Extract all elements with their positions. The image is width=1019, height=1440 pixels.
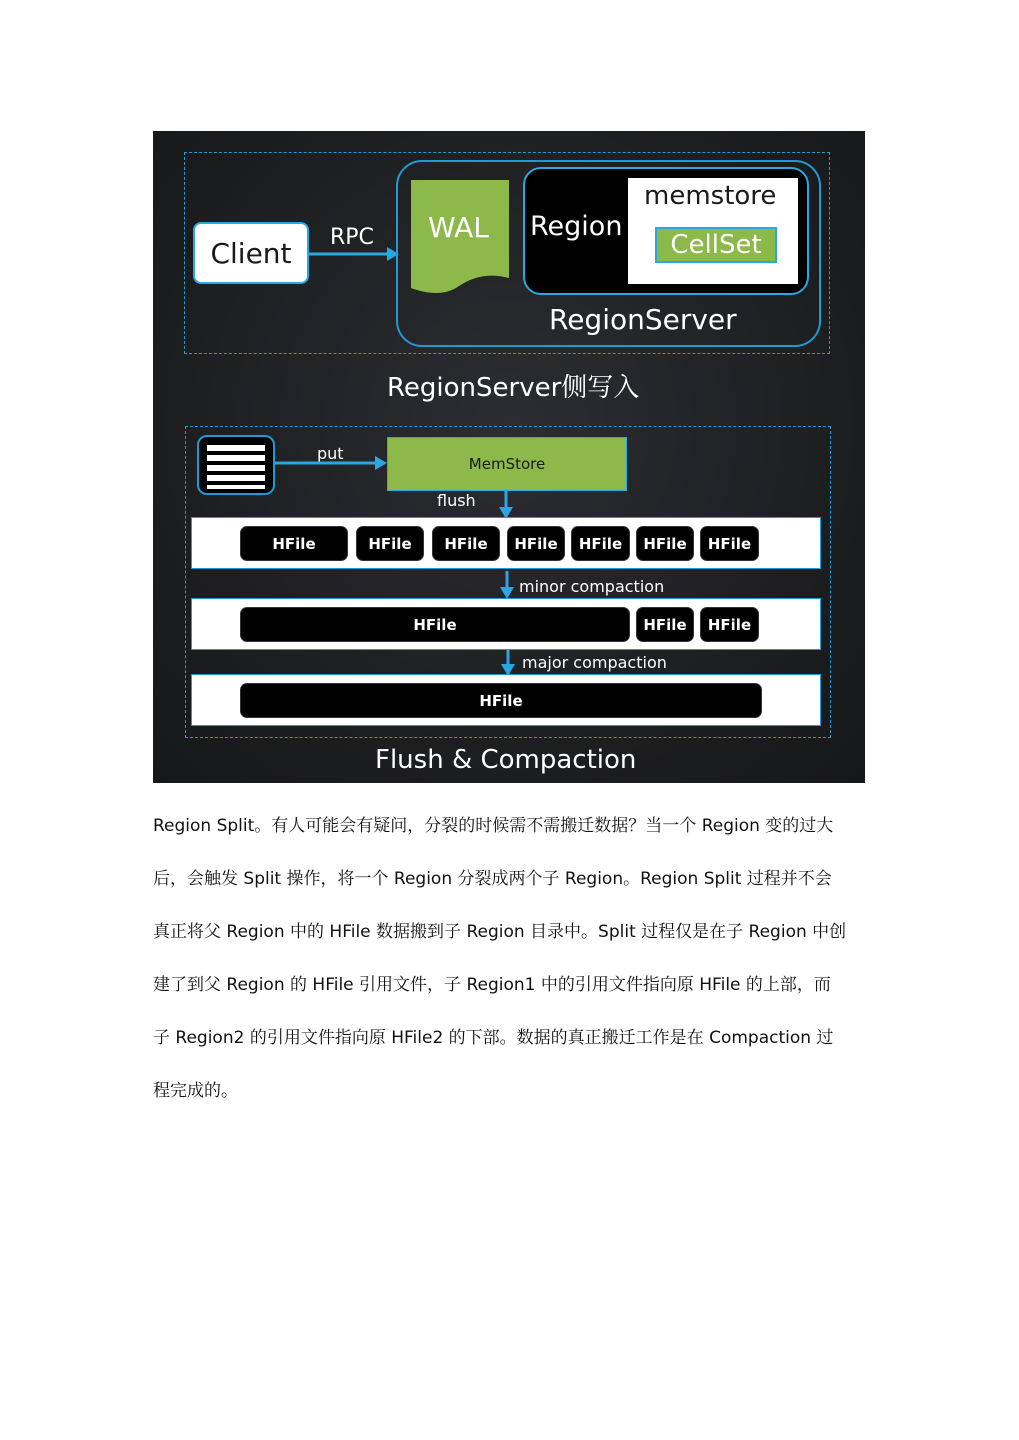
paragraph-line: 真正将父 Region 中的 HFile 数据搬到子 Region 目录中。Split 过程仅是在子 Region 中创 <box>153 922 847 942</box>
flush-label: flush <box>437 491 476 510</box>
major-compaction-label: major compaction <box>522 653 667 672</box>
major-arrow-icon <box>500 650 516 676</box>
paragraph-line: 建了到父 Region 的 HFile 引用文件，子 Region1 中的引用文件指向原 HFile 的上部，而 <box>153 975 831 995</box>
memstore-label: memstore <box>644 181 777 211</box>
hfile-5: HFile <box>572 527 629 560</box>
memstore-bar: MemStore <box>387 437 627 491</box>
paragraph-line: 程完成的。 <box>153 1081 238 1101</box>
hfile-minor-2: HFile <box>637 608 693 641</box>
paragraph-line: 子 Region2 的引用文件指向原 HFile2 的下部。数据的真正搬迁工作是在 Compaction 过 <box>153 1028 834 1048</box>
region-label: Region <box>530 211 623 242</box>
wal-label: WAL <box>428 211 489 244</box>
hfile-minor-3: HFile <box>701 608 758 641</box>
minor-arrow-icon <box>499 571 515 599</box>
top-caption: RegionServer侧写入 <box>387 373 640 403</box>
client-box: Client <box>193 222 309 284</box>
hfile-7: HFile <box>701 527 758 560</box>
rpc-label: RPC <box>330 225 374 250</box>
put-label: put <box>317 444 344 463</box>
architecture-figure <box>153 131 865 783</box>
regionserver-label: RegionServer <box>549 303 737 336</box>
body-paragraph <box>153 800 865 1118</box>
hfile-1: HFile <box>241 527 347 560</box>
hfile-merged-minor: HFile <box>241 608 629 641</box>
bottom-caption: Flush & Compaction <box>375 745 637 775</box>
paragraph-line: 后，会触发 Split 操作，将一个 Region 分裂成两个子 Region。Region Split 过程并不会 <box>153 869 832 889</box>
hfile-3: HFile <box>433 527 499 560</box>
put-arrow-icon <box>275 455 387 471</box>
hfile-4: HFile <box>508 527 564 560</box>
data-list-icon <box>197 435 275 495</box>
hfile-2: HFile <box>357 527 423 560</box>
rpc-arrow-icon <box>309 245 399 263</box>
minor-compaction-label: minor compaction <box>519 577 665 596</box>
flush-arrow-icon <box>498 491 514 519</box>
paragraph-line: Region Split。有人可能会有疑问，分裂的时候需不需搬迁数据？当一个 Region 变的过大 <box>153 816 834 836</box>
cellset-box: CellSet <box>655 227 777 263</box>
hfile-major: HFile <box>241 684 761 717</box>
hfile-6: HFile <box>637 527 693 560</box>
